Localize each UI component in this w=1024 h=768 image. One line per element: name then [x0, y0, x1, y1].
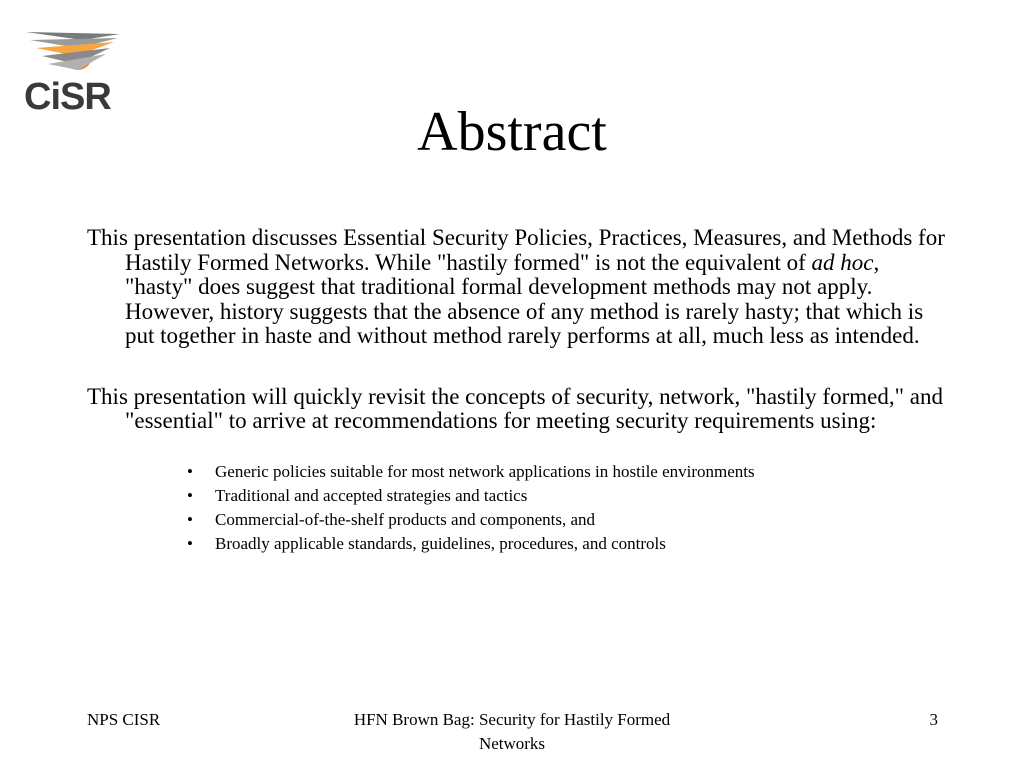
list-item-text: Commercial-of-the-shelf products and components, and — [215, 509, 596, 529]
abstract-paragraph-2: This presentation will quickly revisit the concepts of security, network, "hastily formed," and "essential" to arrive at recommendations for meeting security requirements using: — [87, 383, 943, 433]
list-item — [187, 532, 947, 556]
list-item-text: Traditional and accepted strategies and tactics — [215, 485, 528, 505]
paragraph-1-text-b: , "hasty" does suggest that traditional formal development methods may not apply. However, history suggests that the absence of any method is rarely hasty; that which is put together in haste and without method rarely performs at all, much less as intended. — [125, 249, 924, 348]
list-item — [187, 460, 947, 484]
bullet-icon: • — [187, 485, 193, 505]
paragraph-1-text-a: This presentation discusses Essential Security Policies, Practices, Measures, and Methods for Hastily Formed Networks. While "hastily formed" is not the equivalent of — [87, 225, 945, 275]
footer-presentation-title: HFN Brown Bag: Security for Hastily Formed Networks — [353, 710, 671, 753]
paragraph-1-italic-text: ad hoc — [811, 249, 874, 275]
bullet-icon: • — [187, 533, 193, 553]
cisr-logo-text: CiSR — [24, 76, 111, 118]
list-item — [187, 508, 947, 532]
abstract-paragraph-1 — [87, 226, 947, 349]
footer-organization: NPS CISR — [87, 710, 161, 729]
slide-body — [87, 226, 947, 556]
bullet-icon: • — [187, 461, 193, 481]
slide-title: Abstract — [417, 101, 607, 163]
recommendations-list — [187, 460, 947, 556]
list-item-text: Generic policies suitable for most network applications in hostile environments — [215, 461, 755, 481]
footer-page-number: 3 — [929, 710, 938, 729]
list-item — [187, 484, 947, 508]
bullet-icon: • — [187, 509, 193, 529]
list-item-text: Broadly applicable standards, guidelines, procedures, and controls — [215, 533, 666, 553]
